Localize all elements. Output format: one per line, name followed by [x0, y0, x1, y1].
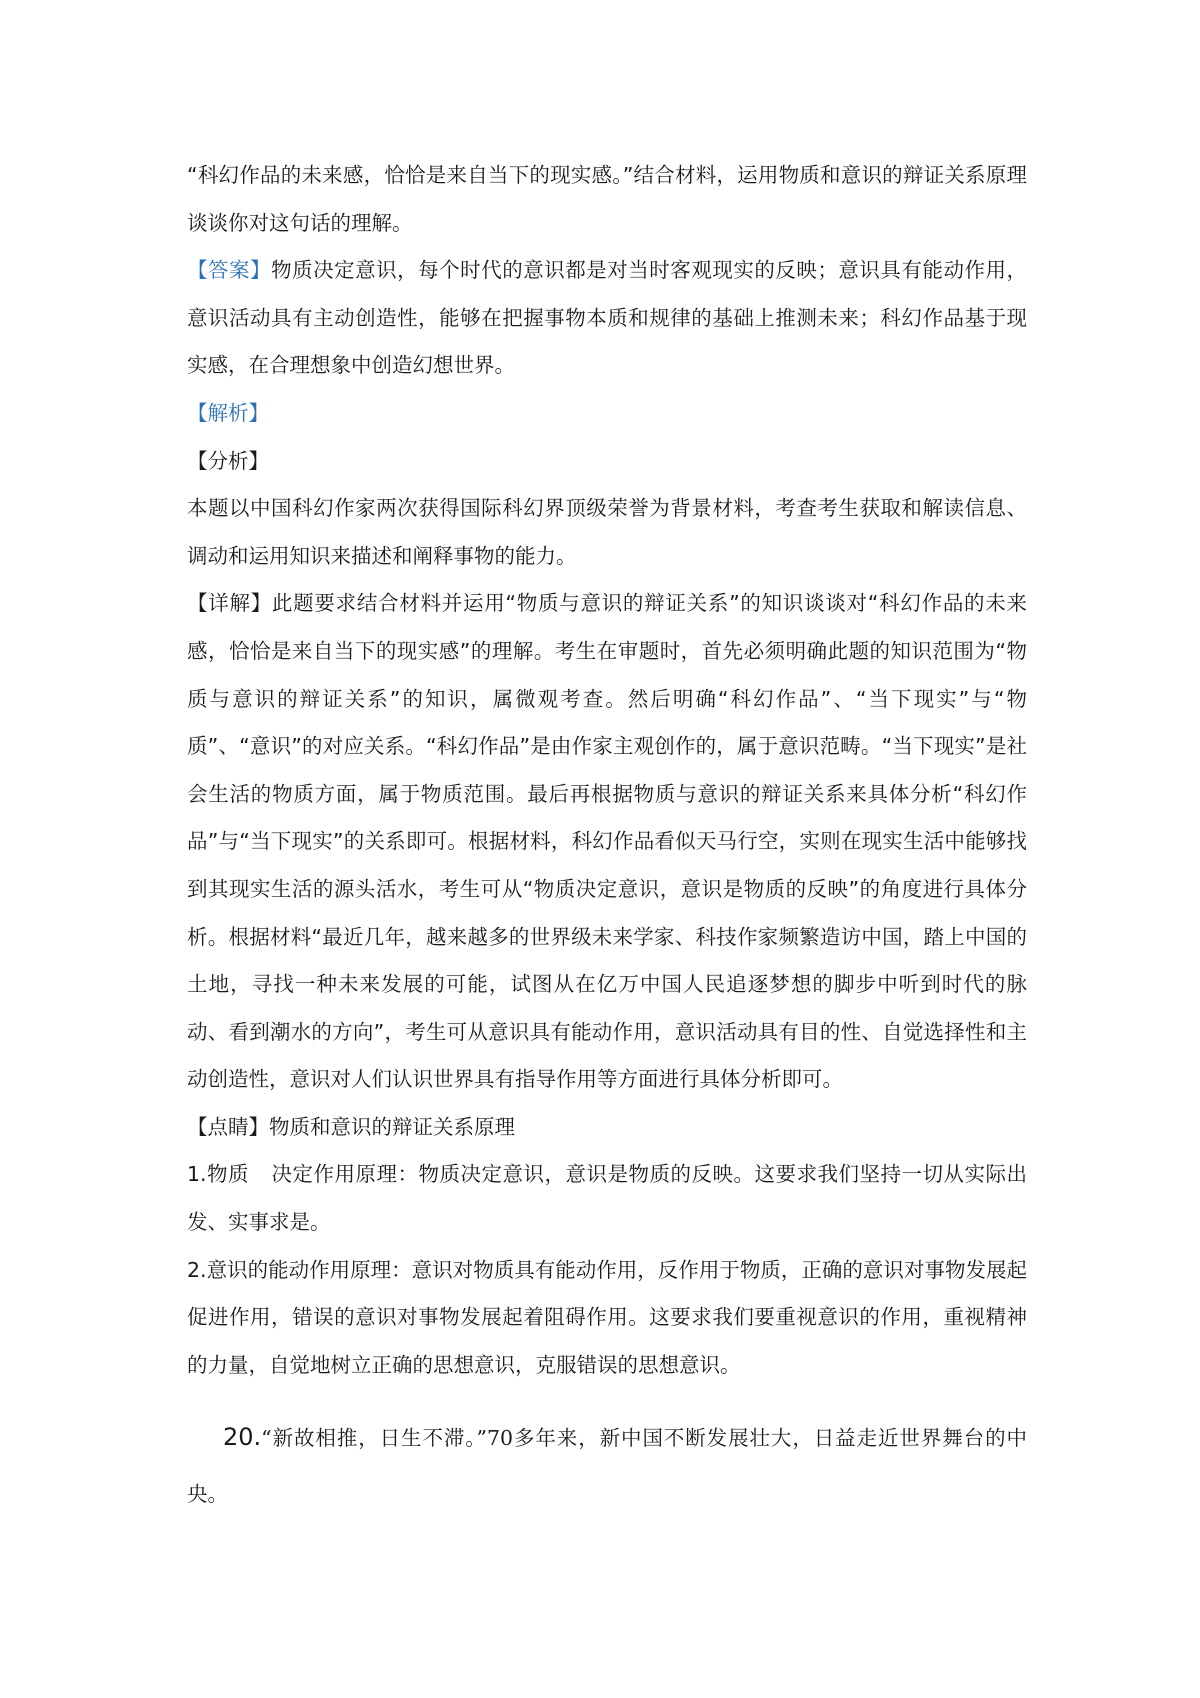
fenxi-body: 本题以中国科幻作家两次获得国际科幻界顶级荣誉为背景材料，考查考生获取和解读信息、调动和运用知识来描述和阐释事物的能力。 — [187, 496, 1027, 568]
point-2-number: 2. — [187, 1257, 207, 1282]
question-20 — [187, 1409, 1027, 1522]
dianjing-body: 物质和意识的辩证关系原理 — [269, 1114, 515, 1139]
analysis-label: 【解析】 — [187, 400, 269, 425]
question-20-number: 20. — [223, 1423, 262, 1452]
detail-paragraph — [187, 580, 1027, 1104]
question-text — [187, 152, 1027, 247]
point-1-body: 决定作用原理：物质决定意识，意识是物质的反映。这要求我们坚持一切从实际出发、实事求是。 — [187, 1162, 1028, 1235]
detail-body: 此题要求结合材料并运用“物质与意识的辩证关系”的知识谈谈对“科幻作品的未来感，恰恰是来自当下的现实感”的理解。考生在审题时，首先必须明确此题的知识范围为“物质与意识的辩证关系”的知识，属微观考查。然后明确“科幻作品”、“当下现实”与“物质”、“意识”的对应关系。“科幻作品”是由作家主观创作的，属于意识范畴。“当下现实”是社会生活的物质方面，属于物质范围。最后再根据物质与意识的辩证关系来具体分析“科幻作品”与“当下现实”的关系即可。根据材料，科幻作品看似天马行空，实则在现实生活中能够找到其现实生活的源头活水，考生可从“物质决定意识，意识是物质的反映”的角度进行具体分析。根据材料“最近几年，越来越多的世界级未来学家、科技作家频繁造访中国，踏上中国的土地，寻找一种未来发展的可能，试图从在亿万中国人民追逐梦想的脚步中听到时代的脉动、看到潮水的方向”，考生可从意识具有能动作用，意识活动具有目的性、自觉选择性和主动创造性，意识对人们认识世界具有指导作用等方面进行具体分析即可。 — [187, 591, 1028, 1092]
fenxi-paragraph — [187, 485, 1027, 580]
detail-label: 【详解】 — [187, 591, 272, 616]
question-body: “科幻作品的未来感，恰恰是来自当下的现实感。”结合材料，运用物质和意识的辩证关系原理谈谈你对这句话的理解。 — [187, 163, 1027, 235]
point-2 — [187, 1247, 1027, 1390]
answer-paragraph — [187, 247, 1027, 390]
dianjing-label: 【点睛】 — [187, 1114, 269, 1139]
point-2-body: 意识的能动作用原理：意识对物质具有能动作用，反作用于物质，正确的意识对事物发展起促进作用，错误的意识对事物发展起着阻碍作用。这要求我们要重视意识的作用，重视精神的力量，自觉地树立正确的思想意识，克服错误的思想意识。 — [187, 1257, 1027, 1377]
analysis-heading — [187, 390, 1027, 438]
answer-body: 物质决定意识，每个时代的意识都是对当时客观现实的反映；意识具有能动作用，意识活动具有主动创造性，能够在把握事物本质和规律的基础上推测未来；科幻作品基于现实感，在合理想象中创造幻想世界。 — [187, 258, 1028, 378]
dianjing-paragraph — [187, 1104, 1027, 1152]
point-1 — [187, 1151, 1027, 1246]
point-1-number: 1. — [187, 1162, 207, 1187]
point-1-head: 物质 — [206, 1162, 250, 1187]
answer-label: 【答案】 — [187, 258, 272, 283]
document-content — [187, 152, 1027, 1522]
fenxi-heading — [187, 438, 1027, 486]
question-20-body: “新故相推，日生不滞。”70多年来，新中国不断发展壮大，日益走近世界舞台的中央。 — [187, 1426, 1027, 1507]
fenxi-label: 【分析】 — [187, 448, 269, 473]
